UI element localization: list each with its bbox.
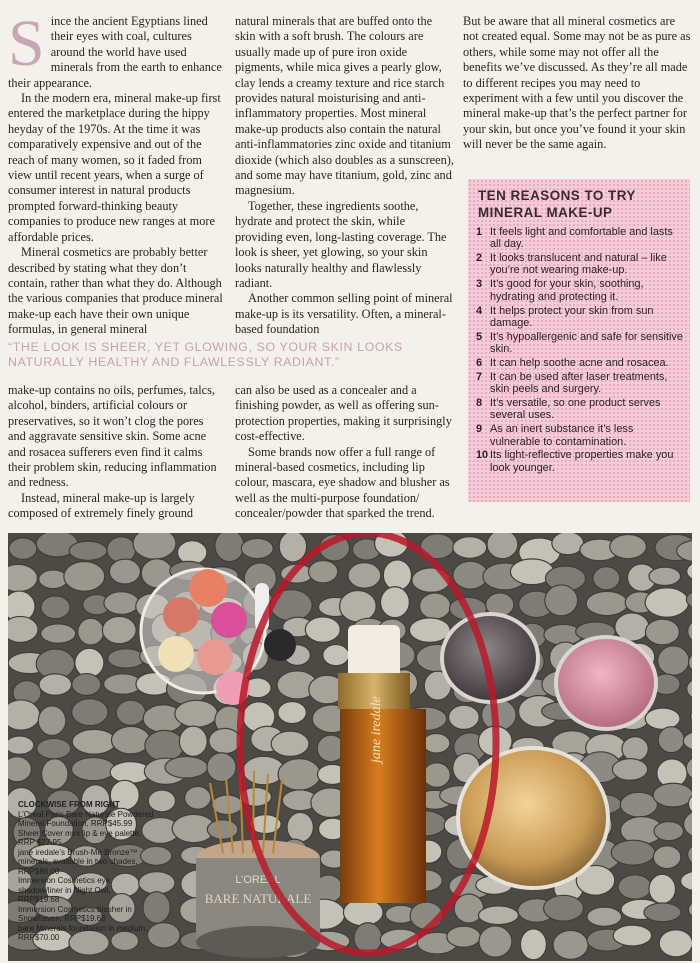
pebble (653, 783, 692, 807)
pebble (659, 930, 692, 957)
article-column-2-bottom (235, 383, 455, 522)
caption-heading: CLOCKWISE FROM RIGHT (18, 800, 120, 809)
pebble (658, 646, 689, 675)
item-text: It’s good for your skin, soothing, hydrating and protecting it. (490, 278, 644, 303)
pebble (520, 929, 546, 960)
pebble (107, 537, 136, 563)
caption-item: Immersion Cosmetics blusher in Snowhaven, RRP$19.68 (18, 904, 132, 923)
pebble (447, 926, 481, 947)
pebble (279, 533, 306, 562)
pebble (102, 616, 136, 643)
item-text: Its light-reflective properties make you look younger. (490, 449, 674, 474)
item-number: 5 (476, 330, 483, 343)
pebble (323, 645, 349, 666)
pebble (72, 699, 108, 726)
paragraph: ince the ancient Egyptians lined their eyes with coal, cultures around the world have used minerals from the earth to enhance their appearance. (8, 14, 222, 90)
pebble (42, 759, 68, 789)
pebble (553, 930, 588, 959)
ten-reasons-sidebar (468, 179, 690, 502)
pebble (69, 541, 107, 560)
pebble (552, 533, 584, 555)
caption-item: bare Minerals foundation in medium, RRP$70.00 (18, 923, 148, 942)
pull-quote: “THE LOOK IS SHEER, YET GLOWING, SO YOUR SKIN LOOKS NATURALLY HEALTHY AND FLAWLESSLY RADIANT.” (8, 340, 403, 369)
pebble (423, 763, 450, 788)
paragraph: make-up contains no oils, perfumes, talcs, alcohol, binders, artificial colours or preservatives, so it won’t clog the pores and aggravate sensitive skin. Some acne and rosacea sufferers even find it calms their problem skin, reducing inflammation and redness. (8, 383, 217, 490)
pebble (305, 617, 340, 642)
pebble (610, 535, 647, 559)
pebble (645, 588, 689, 617)
pebble (78, 618, 104, 645)
item-number: 10 (476, 449, 489, 462)
item-number: 1 (476, 226, 483, 238)
item-text: It looks translucent and natural – like you’re not wearing make-up. (490, 252, 667, 277)
pebble (644, 903, 681, 922)
item-number: 6 (476, 356, 483, 369)
pebble (185, 786, 211, 809)
pebble (348, 563, 381, 589)
pebble (207, 820, 238, 840)
brush-brand-label: jane iredale (369, 696, 384, 763)
caption-item: Sheer Cover mini lip & eye palette, RRP $27.95 (18, 828, 142, 847)
pebble (175, 700, 218, 727)
pebble (8, 757, 31, 782)
pebble (545, 585, 578, 616)
item-number: 9 (476, 423, 483, 436)
list-item (476, 226, 686, 251)
pebble (649, 874, 676, 903)
pebble (618, 875, 652, 899)
pebble (39, 674, 71, 696)
pebble (308, 561, 337, 583)
list-item (476, 252, 686, 277)
pebble (278, 701, 307, 723)
pebble (108, 649, 145, 668)
paragraph: Instead, mineral make-up is largely composed of extremely finely ground (8, 490, 195, 521)
list-item (476, 331, 686, 356)
pebble (479, 926, 512, 957)
pebble (649, 567, 681, 585)
pebble (38, 706, 65, 736)
pebble (133, 533, 176, 559)
item-number: 4 (476, 304, 483, 317)
item-number: 2 (476, 252, 483, 265)
pebble (278, 759, 321, 790)
paragraph: But be aware that all mineral cosmetics are not created equal. Some may not be as pure as others, while some may not offer all the benefits we’ve discussed. As they’re all made to different recipes you may need to experiment with a few until you discover the mineral make-up that’s the perfect partner for your skin, but once you’ve found it your skin will never be the same again. (463, 14, 691, 152)
pebble (116, 700, 145, 725)
pebble (37, 738, 71, 758)
pebble (586, 591, 628, 615)
pebble (8, 736, 34, 754)
pebble (593, 567, 620, 590)
pebble (178, 541, 207, 565)
article-column-2-top (235, 14, 455, 338)
paragraph: Some brands now offer a full range of mineral-based cosmetics, including lip colour, mascara, eye shadow and blusher as well as the multi-purpose foundation/ concealer/powder that sparked the trend. (235, 444, 450, 521)
caption-item: jane iredale’s Brush-Me Bronze™ minerals, available in two shades, RRP$86.00 (18, 847, 138, 876)
caption-item: L’Oreal Paris Bare Naturale Powdered Mineral Foundation, RRP$45.99 (18, 809, 154, 828)
paragraph: Together, these ingredients soothe, hydrate and protect the skin, while providing even, long-lasting coverage. The look is sheer, yet glowing, so your skin looks naturally healthy and flawlessly radiant. (235, 198, 447, 290)
pebble (409, 618, 450, 642)
item-text: It’s hypoallergenic and safe for sensitive skin. (490, 330, 683, 356)
pebble (8, 616, 38, 642)
pebble (39, 570, 68, 589)
pebble (645, 708, 680, 729)
list-item (476, 423, 686, 448)
pebble (587, 907, 622, 926)
sidebar-title: TEN REASONS TO TRY MINERAL MAKE-UP (478, 188, 636, 220)
pebble (75, 648, 104, 677)
pebble (109, 559, 140, 584)
list-item (476, 371, 686, 396)
pebble (449, 705, 480, 729)
pebble (654, 822, 683, 841)
pebble (420, 593, 451, 619)
article-column-3 (463, 14, 691, 153)
pebble (111, 726, 150, 753)
pebble (72, 729, 116, 754)
pebble (209, 728, 241, 753)
pebble (340, 590, 377, 622)
item-text: It feels light and comfortable and lasts all day. (490, 226, 673, 251)
list-item (476, 449, 686, 474)
article-column-1-top (8, 7, 223, 338)
pebble (241, 538, 273, 558)
pebble (41, 624, 76, 643)
pebble (207, 753, 236, 782)
pebble (41, 596, 70, 619)
pebble (287, 812, 313, 842)
pebble (9, 538, 37, 559)
pebble (645, 619, 679, 645)
caption-item: Immersion Cosmetics eye shadow/liner in Night Owl, RRP$19.68 (18, 876, 111, 904)
pebble (104, 592, 139, 615)
jar-brand: L’OREAL (235, 874, 281, 886)
pebble (215, 533, 244, 562)
paragraph: can also be used as a concealer and a finishing powder, as well as offering sun-protection properties, making it surprisingly cost-effective. (235, 383, 452, 444)
item-text: It can help soothe acne and rosacea. (490, 356, 669, 369)
pebble (179, 726, 207, 756)
article-column-1-bottom (8, 383, 223, 522)
pebble (478, 906, 518, 925)
list-item (476, 397, 686, 422)
pebble (487, 533, 518, 559)
item-text: It’s versatile, so one product serves several uses. (490, 397, 661, 422)
list-item (476, 305, 686, 330)
drop-cap: S (8, 7, 45, 80)
foundation-jar (458, 748, 608, 888)
pebble (658, 727, 684, 753)
paragraph: Mineral cosmetics are probably better described by stating what they don’t contain, rather than what they do. Although the various companies that produce mineral make-up each have their own unique formulas, in general mineral (8, 245, 223, 337)
pebble (72, 674, 101, 696)
pebble (622, 737, 648, 761)
pebble (145, 730, 184, 761)
pebble (544, 895, 584, 921)
pebble (64, 561, 105, 591)
item-text: It can be used after laser treatments, skin peels and surgery. (490, 370, 668, 396)
pebble (613, 925, 651, 946)
pebble (8, 700, 40, 730)
pebble (653, 846, 681, 869)
pebble (611, 840, 655, 865)
pebble (381, 587, 410, 618)
item-number: 3 (476, 278, 483, 291)
item-number: 8 (476, 397, 483, 410)
item-number: 7 (476, 370, 483, 383)
pebble (453, 537, 487, 559)
pebble (612, 759, 647, 781)
pebble (72, 758, 116, 781)
paragraph: natural minerals that are buffed onto the skin with a soft brush. The colours are usually made up of pure iron oxide pigments, while mica gives a pearly glow, clay lends a creamy texture and rice starch provides natural moisturising and anti-inflammatory properties. Most mineral make-up products also contain the natural anti-inflammatories zinc oxide and titanium dioxide (which also doubles as a sunscreen), and some may have titanium, gold, zinc and magnesium. (235, 14, 454, 198)
pebble (383, 560, 411, 591)
photo-caption (18, 800, 154, 943)
pebble (271, 731, 309, 756)
pebble (354, 923, 382, 953)
item-text: As an inert substance it’s less vulnerable to contamination. (490, 423, 634, 448)
pebble (620, 792, 657, 817)
item-text: It helps protect your skin from sun damage. (490, 304, 654, 329)
blusher-jar (556, 637, 656, 729)
reasons-list (476, 226, 686, 476)
paragraph: Another common selling point of mineral make-up is its versatility. Often, a mineral-based foundation (235, 291, 453, 337)
list-item (476, 278, 686, 303)
pebble (165, 757, 208, 778)
list-item (476, 357, 686, 369)
jar-product: BARE NATURALE (204, 891, 312, 906)
paragraph: In the modern era, mineral make-up first entered the marketplace during the hippy heyday of the 1970s. At the time it was comparatively expensive and out of the reach of many women, so it faded from view until recent years, when a surge of consumer interest in natural products prompted forward-thinking beauty companies to produce new ranges at more affordable prices. (8, 91, 221, 244)
pebble (423, 734, 450, 753)
